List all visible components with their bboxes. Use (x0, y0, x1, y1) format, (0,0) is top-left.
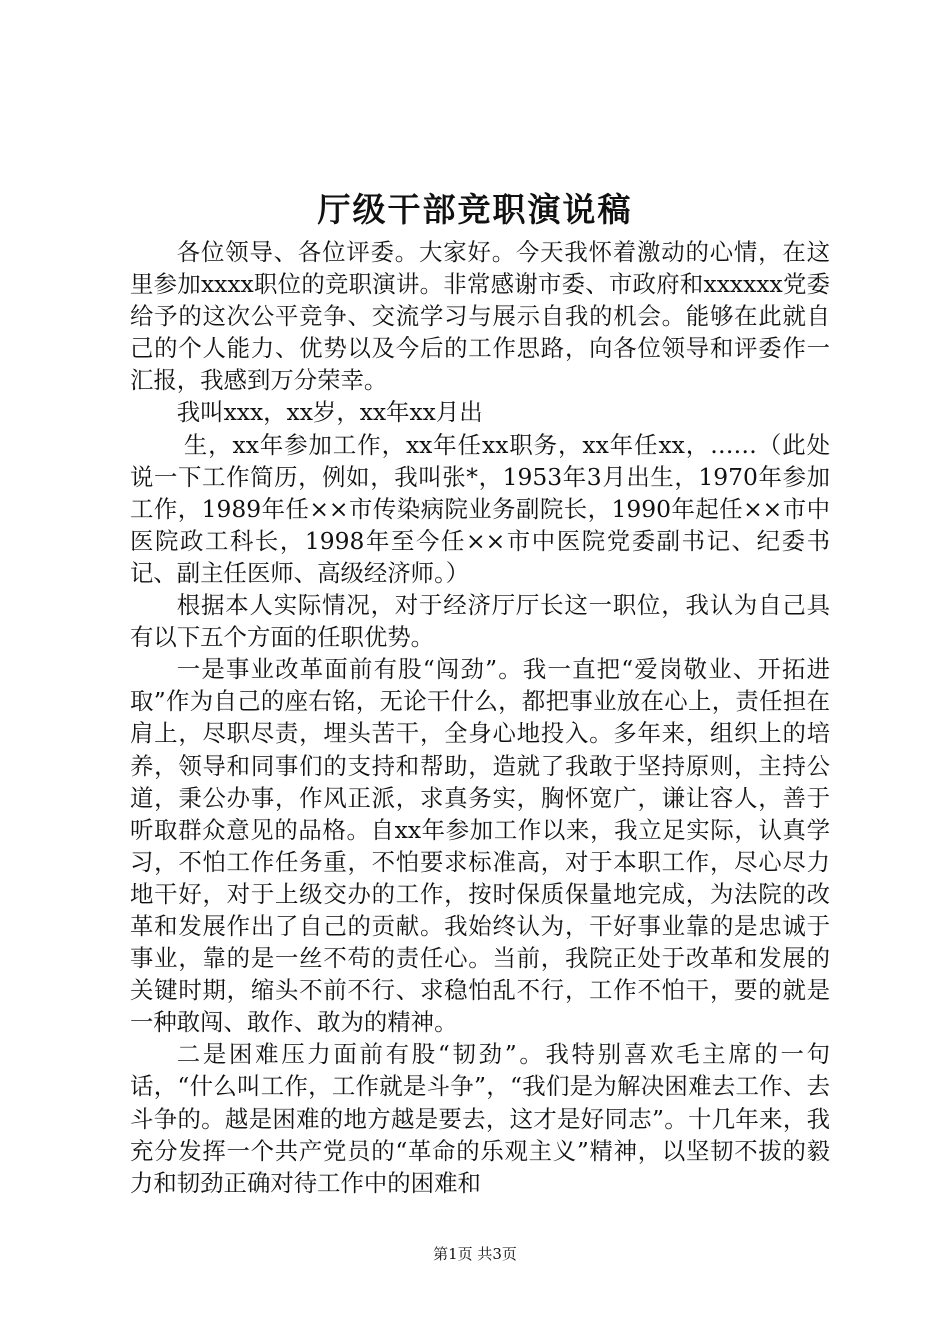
paragraph-advantage-two: 二是困难压力面前有股“韧劲”。我特别喜欢毛主席的一句话，“什么叫工作，工作就是斗争”，“我们是为解决困难去工作、去斗争的。越是困难的地方越是要去，这才是好同志”。十几年来，我充分发挥一个共产党员的“革命的乐观主义”精神，以坚韧不拔的毅力和韧劲正确对待工作中的困难和 (130, 1040, 830, 1197)
paragraph-advantage-one: 一是事业改革面前有股“闯劲”。我一直把“爱岗敬业、开拓进取”作为自己的座右铭，无论干什么，都把事业放在心上，责任担在肩上，尽职尽责，埋头苦干，全身心地投入。多年来，组织上的培养，领导和同事们的支持和帮助，造就了我敢于坚持原则，主持公道，秉公办事，作风正派，求真务实，胸怀宽广，谦让容人，善于听取群众意见的品格。自xx年参加工作以来，我立足实际，认真学习，不怕工作任务重，不怕要求标准高，对于本职工作，尽心尽力地干好，对于上级交办的工作，按时保质保量地完成，为法院的改革和发展作出了自己的贡献。我始终认为，干好事业靠的是忠诚于事业，靠的是一丝不苟的责任心。当前，我院正处于改革和发展的关键时期，缩头不前不行、求稳怕乱不行，工作不怕干，要的就是一种敢闯、敢作、敢为的精神。 (130, 655, 830, 1037)
paragraph-advantages-intro: 根据本人实际情况，对于经济厅厅长这一职位，我认为自己具有以下五个方面的任职优势。 (130, 591, 830, 652)
paragraph-name-intro: 我叫xxx，xx岁，xx年xx月出 (176, 398, 483, 427)
document-title: 厅级干部竞职演说稿 (317, 190, 633, 229)
page-footer: 第1页 共3页 (433, 1245, 517, 1263)
paragraph-greeting: 各位领导、各位评委。大家好。今天我怀着激动的心情，在这里参加xxxx职位的竞职演讲。非常感谢市委、市政府和xxxxxx党委给予的这次公平竞争、交流学习与展示自我的机会。能够在此就自己的个人能力、优势以及今后的工作思路，向各位领导和评委作一汇报，我感到万分荣幸。 (130, 238, 830, 395)
paragraph-resume: 生，xx年参加工作，xx年任xx职务，xx年任xx，……（此处说一下工作简历，例如，我叫张*，1953年3月出生，1970年参加工作，1989年任××市传染病院业务副院长，1990年起任××市中医院政工科长，1998年至今任××市中医院党委副书记、纪委书记、副主任医师、高级经济师。） (130, 430, 830, 587)
document-body (130, 236, 830, 1199)
